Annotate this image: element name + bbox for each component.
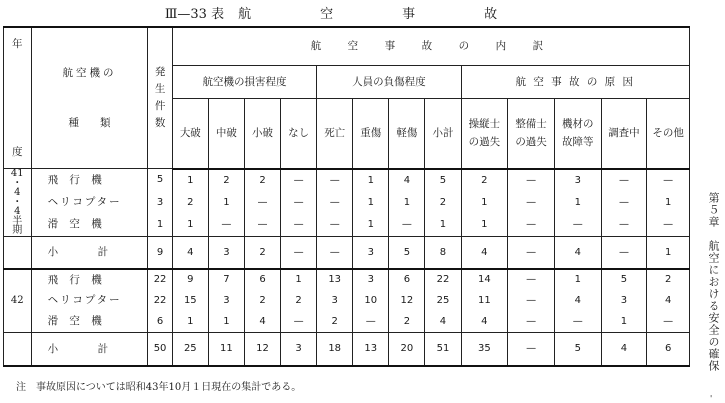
header-cause-group: 航 空 事 故 の 原 因	[461, 65, 689, 99]
cell: 25	[425, 290, 461, 311]
cell: 3	[208, 290, 244, 311]
row-label: ヘリコプター	[31, 290, 148, 311]
cell: 6	[647, 332, 690, 366]
footnote: 注 事故原因については昭和43年10月１日現在の集計である。	[16, 382, 302, 393]
cell: —	[317, 169, 353, 192]
cell: —	[601, 236, 647, 269]
table-title-text: 航 空 事 故	[238, 7, 526, 22]
cell: 3	[281, 332, 317, 366]
cell: 1	[461, 214, 508, 237]
cell: 1	[647, 191, 690, 214]
cell: 3	[317, 290, 353, 311]
cell: 4	[554, 290, 601, 311]
cell: 3	[208, 236, 244, 269]
header-count: 発生件数	[148, 27, 172, 169]
cell: 22	[425, 269, 461, 290]
cell: 7	[208, 269, 244, 290]
subtotal-label: 小 計	[31, 332, 148, 366]
cell: 1	[425, 214, 461, 237]
cell: 4	[647, 290, 690, 311]
cell: —	[647, 311, 690, 332]
cell: 13	[317, 269, 353, 290]
cell: 18	[317, 332, 353, 366]
cell: —	[647, 214, 690, 237]
cell: 1	[554, 191, 601, 214]
cell: —	[244, 214, 280, 237]
cell: —	[647, 169, 690, 192]
accident-table	[3, 26, 690, 367]
chapter-side-caption: 第５章 航空における安全の確保	[707, 192, 720, 372]
col-light-damage: 小破	[244, 99, 280, 169]
cell: —	[601, 169, 647, 192]
cell: 5	[601, 269, 647, 290]
cell: 2	[244, 236, 280, 269]
col-pilot-error: 操縦士の過失	[461, 99, 508, 169]
cell: 3	[554, 169, 601, 192]
cell: 14	[461, 269, 508, 290]
cell: —	[508, 191, 555, 214]
cell: 15	[172, 290, 208, 311]
cell: —	[281, 169, 317, 192]
cell: —	[317, 214, 353, 237]
cell: 10	[353, 290, 389, 311]
cell: 1	[353, 169, 389, 192]
cell: —	[281, 214, 317, 237]
cell: 1	[281, 269, 317, 290]
cell: 4	[601, 332, 647, 366]
cell: —	[508, 332, 555, 366]
header-breakdown: 航 空 事 故 の 内 訳	[172, 27, 689, 65]
cell: —	[353, 311, 389, 332]
cell: 1	[172, 311, 208, 332]
col-medium-damage: 中破	[208, 99, 244, 169]
cell: —	[389, 214, 425, 237]
col-other: その他	[647, 99, 690, 169]
row-label: 飛 行 機	[31, 269, 148, 290]
cell: 1	[554, 269, 601, 290]
cell: 5	[554, 332, 601, 366]
cell: 20	[389, 332, 425, 366]
cell: 2	[461, 169, 508, 192]
cell: 4	[389, 169, 425, 192]
cell: —	[317, 191, 353, 214]
cell: 2	[281, 290, 317, 311]
col-no-damage: なし	[281, 99, 317, 169]
cell: 1	[172, 169, 208, 192]
cell: 3	[601, 290, 647, 311]
cell: 4	[461, 236, 508, 269]
year-blank	[4, 332, 32, 366]
cell: 2	[389, 311, 425, 332]
year-blank	[4, 236, 32, 269]
cell: 9	[172, 269, 208, 290]
cell: —	[554, 214, 601, 237]
cell: —	[508, 236, 555, 269]
cell: 51	[425, 332, 461, 366]
cell: 2	[208, 169, 244, 192]
subtotal-label: 小 計	[31, 236, 148, 269]
cell: 5	[425, 169, 461, 192]
cell: 1	[148, 214, 172, 237]
cell: 9	[148, 236, 172, 269]
cell: 50	[148, 332, 172, 366]
cell: 35	[461, 332, 508, 366]
cell: —	[281, 311, 317, 332]
row-label: ヘリコプター	[31, 191, 148, 214]
page-mark: '	[710, 394, 713, 403]
cell: 4	[554, 236, 601, 269]
cell: 1	[647, 236, 690, 269]
col-heavy-damage: 大破	[172, 99, 208, 169]
header-damage-group: 航空機の損害程度	[172, 65, 316, 99]
cell: —	[601, 214, 647, 237]
cell: —	[508, 269, 555, 290]
year-period-b: 42	[4, 269, 32, 332]
cell: 11	[208, 332, 244, 366]
cell: 22	[148, 269, 172, 290]
cell: 4	[425, 311, 461, 332]
cell: 1	[389, 191, 425, 214]
cell: 1	[601, 311, 647, 332]
cell: —	[508, 214, 555, 237]
cell: 6	[389, 269, 425, 290]
cell: 12	[244, 332, 280, 366]
header-injury-group: 人員の負傷程度	[317, 65, 461, 99]
cell: 4	[461, 311, 508, 332]
cell: 1	[208, 311, 244, 332]
cell: —	[508, 169, 555, 192]
cell: —	[508, 290, 555, 311]
cell: 5	[389, 236, 425, 269]
cell: —	[244, 191, 280, 214]
col-injury-subtotal: 小計	[425, 99, 461, 169]
cell: 22	[148, 290, 172, 311]
col-minor-injury: 軽傷	[389, 99, 425, 169]
cell: 5	[148, 169, 172, 192]
cell: —	[554, 311, 601, 332]
cell: 2	[425, 191, 461, 214]
cell: 4	[172, 236, 208, 269]
cell: 2	[172, 191, 208, 214]
cell: 6	[244, 269, 280, 290]
cell: 12	[389, 290, 425, 311]
cell: 8	[425, 236, 461, 269]
cell: 3	[148, 191, 172, 214]
cell: —	[281, 191, 317, 214]
cell: 1	[353, 191, 389, 214]
col-equipment-failure: 機材の故障等	[554, 99, 601, 169]
row-label: 飛 行 機	[31, 169, 148, 192]
cell: 6	[148, 311, 172, 332]
cell: 4	[244, 311, 280, 332]
col-mechanic-error: 整備士の過失	[508, 99, 555, 169]
cell: 2	[317, 311, 353, 332]
cell: —	[317, 236, 353, 269]
cell: —	[208, 214, 244, 237]
cell: 3	[353, 269, 389, 290]
year-period-a: 41 ・ 4 ・ 4 半 期	[4, 169, 32, 237]
row-label: 滑 空 機	[31, 311, 148, 332]
cell: 2	[244, 169, 280, 192]
col-under-investigation: 調査中	[601, 99, 647, 169]
table-number: Ⅲ—33 表	[164, 7, 225, 22]
cell: —	[601, 191, 647, 214]
cell: —	[281, 236, 317, 269]
cell: 1	[172, 214, 208, 237]
cell: 13	[353, 332, 389, 366]
cell: 2	[244, 290, 280, 311]
cell: 1	[208, 191, 244, 214]
cell: —	[508, 311, 555, 332]
col-death: 死亡	[317, 99, 353, 169]
cell: 3	[353, 236, 389, 269]
cell: 11	[461, 290, 508, 311]
header-year: 年 度	[4, 27, 32, 169]
cell: 2	[647, 269, 690, 290]
header-aircraft-type: 航空機の 種 類	[31, 27, 148, 169]
table-title	[0, 3, 690, 22]
cell: 1	[353, 214, 389, 237]
cell: 1	[461, 191, 508, 214]
cell: 25	[172, 332, 208, 366]
row-label: 滑 空 機	[31, 214, 148, 237]
col-serious-injury: 重傷	[353, 99, 389, 169]
